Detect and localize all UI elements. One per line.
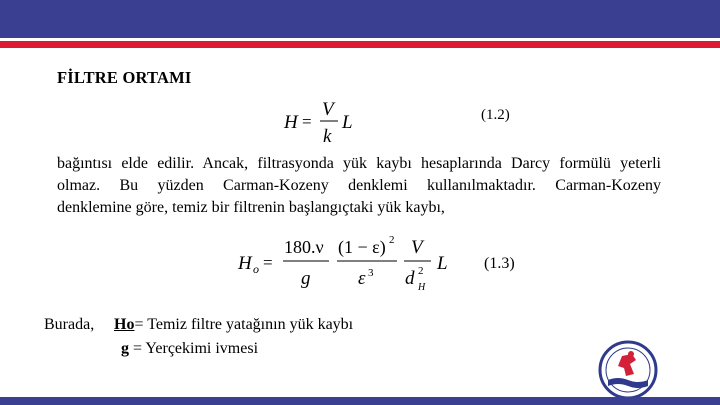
eq2-frac2-numerator-exponent: 2 xyxy=(389,234,395,246)
paragraph-line: bağıntısı elde edilir. Ancak, filtrasyonda yük kaybı hesaplarında Darcy formülü yeterli xyxy=(57,155,661,172)
top-red-band xyxy=(0,41,720,48)
eq2-frac1-denominator: g xyxy=(301,268,311,289)
eq2-factor: L xyxy=(437,253,448,274)
page-title: FİLTRE ORTAMI xyxy=(57,68,192,87)
definition-text: = Temiz filtre yatağının yük kaybı xyxy=(134,316,354,333)
paragraph-line: olmaz. Bu yüzden Carman-Kozeny denklemi kullanılmaktadır. Carman-Kozeny xyxy=(57,177,661,194)
eq2-frac3-denominator-subscript: H xyxy=(418,282,426,293)
top-blue-band xyxy=(0,0,720,38)
bottom-blue-band xyxy=(0,397,720,405)
definitions-label: Burada, xyxy=(44,316,95,333)
eq1-factor: L xyxy=(342,112,353,133)
eq2-lhs-subscript: o xyxy=(253,262,259,276)
university-seal-icon xyxy=(598,340,658,400)
body-paragraph xyxy=(57,153,661,219)
equation-1 xyxy=(282,98,362,148)
definition-symbol: Ho xyxy=(114,316,135,333)
eq1-equals: = xyxy=(302,112,312,131)
eq1-numerator: V xyxy=(322,99,334,120)
equation-2-number: (1.3) xyxy=(484,255,515,272)
eq1-denominator: k xyxy=(323,126,332,147)
eq2-frac2-denominator-exponent: 3 xyxy=(368,267,374,279)
equation-2 xyxy=(234,232,454,296)
eq1-lhs: H xyxy=(284,112,298,133)
eq2-equals: = xyxy=(263,253,273,272)
paragraph-line: denklemine göre, temiz bir filtrenin başlangıçtaki yük kaybı, xyxy=(57,199,445,216)
eq2-frac2-denominator: ε xyxy=(358,268,366,289)
definitions xyxy=(44,313,353,361)
eq2-frac1-numerator: 180.ν xyxy=(284,237,324,257)
definition-row xyxy=(44,313,353,337)
equation-1-number: (1.2) xyxy=(481,107,510,123)
definition-symbol: g xyxy=(121,340,129,357)
definition-text: = Yerçekimi ivmesi xyxy=(129,340,259,357)
eq2-frac3-denominator: d xyxy=(405,268,415,289)
definition-row xyxy=(44,337,353,361)
eq2-lhs: H xyxy=(238,253,252,274)
eq2-frac2-numerator: (1 − ε) xyxy=(338,237,386,257)
eq2-frac3-denominator-exponent: 2 xyxy=(418,265,424,277)
eq2-frac3-numerator: V xyxy=(411,237,423,258)
